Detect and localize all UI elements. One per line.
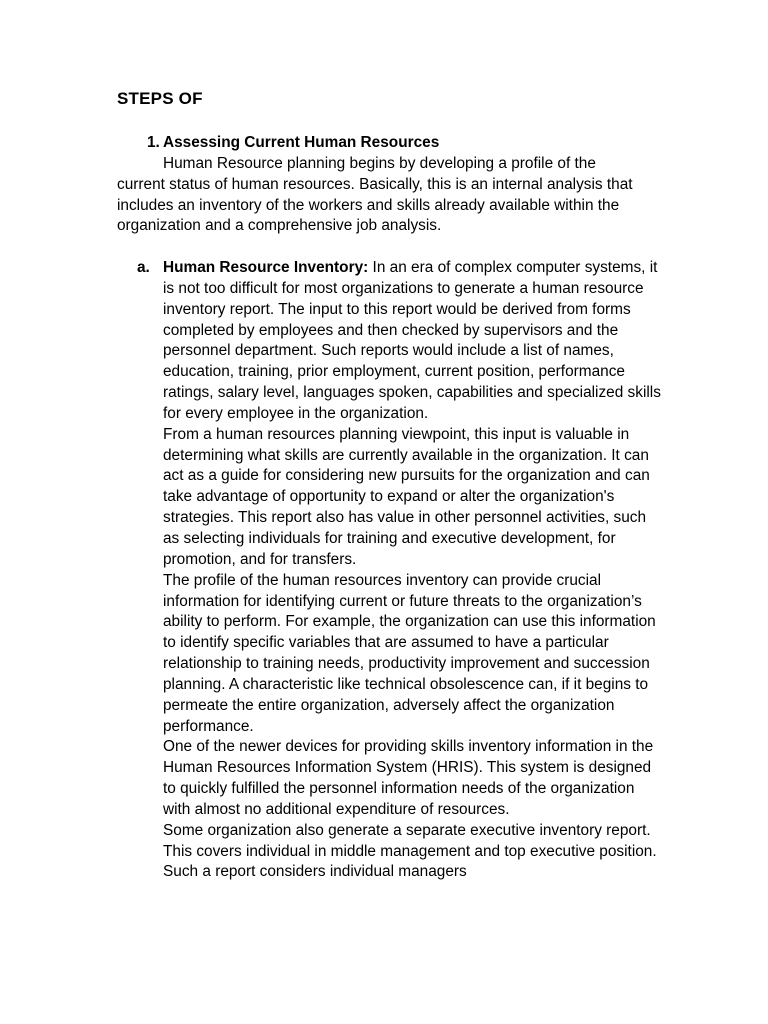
document-heading: STEPS OF [117, 89, 203, 108]
section-1-title [117, 133, 637, 154]
subsection-a-paragraph-1 [163, 258, 661, 425]
subsection-a-marker: a. [137, 259, 150, 276]
subsection-a-paragraph-5: Some organization also generate a separate executive inventory report. This covers individual in middle management and top executive position. Such a report considers individual managers [163, 821, 657, 881]
section-1-intro: Human Resource planning begins by developing a profile of the current status of human resources. Basically, this is an internal analysis that includes an inventory of the workers and skills already available within the organization and a comprehensive job analysis. [117, 154, 633, 235]
subsection-a-paragraph-1-text: In an era of complex computer systems, it is not too difficult for most organizations to generate a human resource inventory report. The input to this report would be derived from forms completed by employees and then checked by supervisors and the personnel department. Such reports would include a list of names, education, training, prior employment, current position, performance ratings, salary level, languages spoken, capabilities and specialized skills for every employee in the organization. [163, 259, 661, 422]
subsection-a [137, 258, 661, 883]
section-1-number: 1. [147, 134, 160, 151]
subsection-a-paragraph-4: One of the newer devices for providing skills inventory information in the Human Resources Information System (HRIS). This system is designed to quickly fulfilled the personnel information needs of the organization with almost no additional expenditure of resources. [163, 738, 654, 818]
subsection-a-lead: Human Resource Inventory: [163, 259, 369, 276]
section-1 [117, 133, 637, 237]
subsection-a-paragraph-3: The profile of the human resources inventory can provide crucial information for identifying current or future threats to the organization’s ability to perform. For example, the organization can use this information to identify specific variables that are assumed to have a particular relationship to training needs, productivity improvement and succession planning. A characteristic like technical obsolescence can, if it begins to permeate the entire organization, adversely affect the organization performance. [163, 571, 656, 735]
section-1-title-text: Assessing Current Human Resources [163, 134, 440, 151]
subsection-a-paragraph-2: From a human resources planning viewpoint, this input is valuable in determining what skills are currently available in the organization. It can act as a guide for considering new pursuits for the organization and can take advantage of opportunity to expand or alter the organization's strategies. This report also has value in other personnel activities, such as selecting individuals for training and executive development, for promotion, and for transfers. [163, 425, 650, 568]
